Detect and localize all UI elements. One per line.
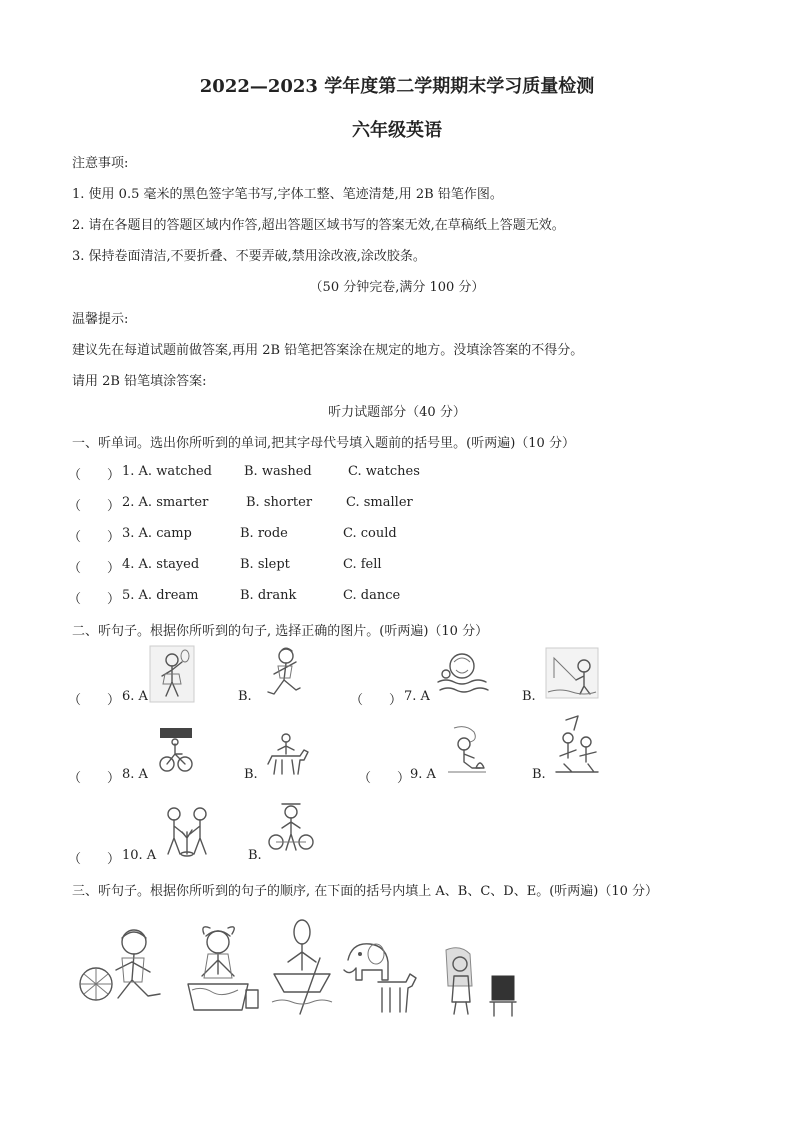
exam-subtitle: 六年级英语 — [352, 120, 442, 141]
option-c: C. dance — [343, 588, 401, 603]
option-b: B. washed — [244, 464, 312, 479]
answer-bracket[interactable]: （ ） — [358, 771, 411, 786]
answer-bracket[interactable]: （ ） — [68, 499, 121, 514]
question-row — [0, 848, 794, 868]
notice-heading: 注意事项: — [72, 156, 129, 171]
question-row — [0, 689, 794, 709]
time-score: （50 分钟完卷,满分 100 分） — [309, 280, 485, 295]
option-c: C. fell — [343, 557, 382, 572]
question-row — [0, 464, 794, 484]
option-a: 5. A. dream — [122, 588, 199, 603]
option-b: B. rode — [240, 526, 288, 541]
option-b-label: B. — [532, 767, 546, 782]
turtle-water-image[interactable] — [436, 648, 490, 698]
option-b: B. slept — [240, 557, 290, 572]
option-b-label: B. — [248, 848, 262, 863]
question-row — [0, 557, 794, 577]
notice-item: 1. 使用 0.5 毫米的黑色签字笔书写,字体工整、笔迹清楚,用 2B 铅笔作图。 — [72, 187, 503, 202]
horse-rider-image[interactable] — [264, 732, 310, 780]
option-b-label: B. — [244, 767, 258, 782]
answer-bracket[interactable]: （ ） — [350, 693, 403, 708]
fill-instruction: 请用 2B 铅笔填涂答案: — [72, 374, 207, 389]
exam-title: 2022—2023 学年度第二学期期末学习质量检测 — [199, 76, 595, 97]
badminton-girl-image[interactable] — [150, 646, 194, 702]
section2-title: 二、听句子。根据你所听到的句子, 选择正确的图片。(听两遍)（10 分） — [72, 624, 489, 639]
question-row — [0, 495, 794, 515]
answer-bracket[interactable]: （ ） — [68, 771, 121, 786]
option-b: B. drank — [240, 588, 297, 603]
notice-item: 3. 保持卷面清洁,不要折叠、不要弄破,禁用涂改液,涂改胶条。 — [72, 249, 426, 264]
option-c: C. watches — [348, 464, 420, 479]
rowing-boat-image[interactable] — [270, 918, 334, 1016]
fell-off-bike-image[interactable] — [76, 922, 166, 1012]
answer-bracket[interactable]: （ ） — [68, 852, 121, 867]
listening-heading: 听力试题部分（40 分） — [328, 405, 466, 420]
tips-text: 建议先在每道试题前做答案,再用 2B 铅笔把答案涂在规定的地方。没填涂答案的不得分。 — [72, 343, 584, 358]
answer-bracket[interactable]: （ ） — [68, 468, 121, 483]
boy-with-bike-image[interactable] — [268, 800, 314, 856]
answer-bracket[interactable]: （ ） — [68, 693, 121, 708]
running-boy-image[interactable] — [262, 646, 306, 702]
section1-title: 一、听单词。选出你所听到的单词,把其字母代号填入题前的括号里。(听两遍)（10 分） — [72, 436, 575, 451]
option-a: 1. A. watched — [122, 464, 212, 479]
tips-heading: 温馨提示: — [72, 312, 129, 327]
notice-item: 2. 请在各题目的答题区域内作答,超出答题区域书写的答案无效,在草稿纸上答题无效。 — [72, 218, 565, 233]
camping-group-image[interactable] — [552, 716, 602, 778]
option-b: B. shorter — [246, 495, 313, 510]
option-a: 3. A. camp — [122, 526, 192, 541]
option-a-label: 7. A — [404, 689, 430, 704]
question-row — [0, 588, 794, 608]
option-c: C. could — [343, 526, 397, 541]
answer-bracket[interactable]: （ ） — [68, 592, 121, 607]
option-a: 4. A. stayed — [122, 557, 200, 572]
campfire-boy-image[interactable] — [444, 726, 488, 778]
option-b-label: B. — [522, 689, 536, 704]
question-row — [0, 767, 794, 787]
answer-bracket[interactable]: （ ） — [68, 561, 121, 576]
answer-bracket[interactable]: （ ） — [68, 530, 121, 545]
option-a-label: 8. A — [122, 767, 148, 782]
question-row — [0, 526, 794, 546]
option-a: 2. A. smarter — [122, 495, 209, 510]
option-a-label: 9. A — [410, 767, 436, 782]
option-c: C. smaller — [346, 495, 413, 510]
washing-clothes-image[interactable] — [182, 924, 262, 1016]
fishing-scene-image[interactable] — [546, 648, 598, 698]
desk-person-image[interactable] — [440, 946, 520, 1018]
planting-tree-image[interactable] — [160, 804, 216, 858]
option-a-label: 10. A — [122, 848, 157, 863]
bicycle-rider-image[interactable] — [158, 728, 194, 772]
option-a-label: 6. A — [122, 689, 148, 704]
elephant-horse-image[interactable] — [338, 936, 418, 1020]
section3-title: 三、听句子。根据你所听到的句子的顺序, 在下面的括号内填上 A、B、C、D、E。(听两遍)（10 分） — [72, 884, 659, 899]
option-b-label: B. — [238, 689, 252, 704]
